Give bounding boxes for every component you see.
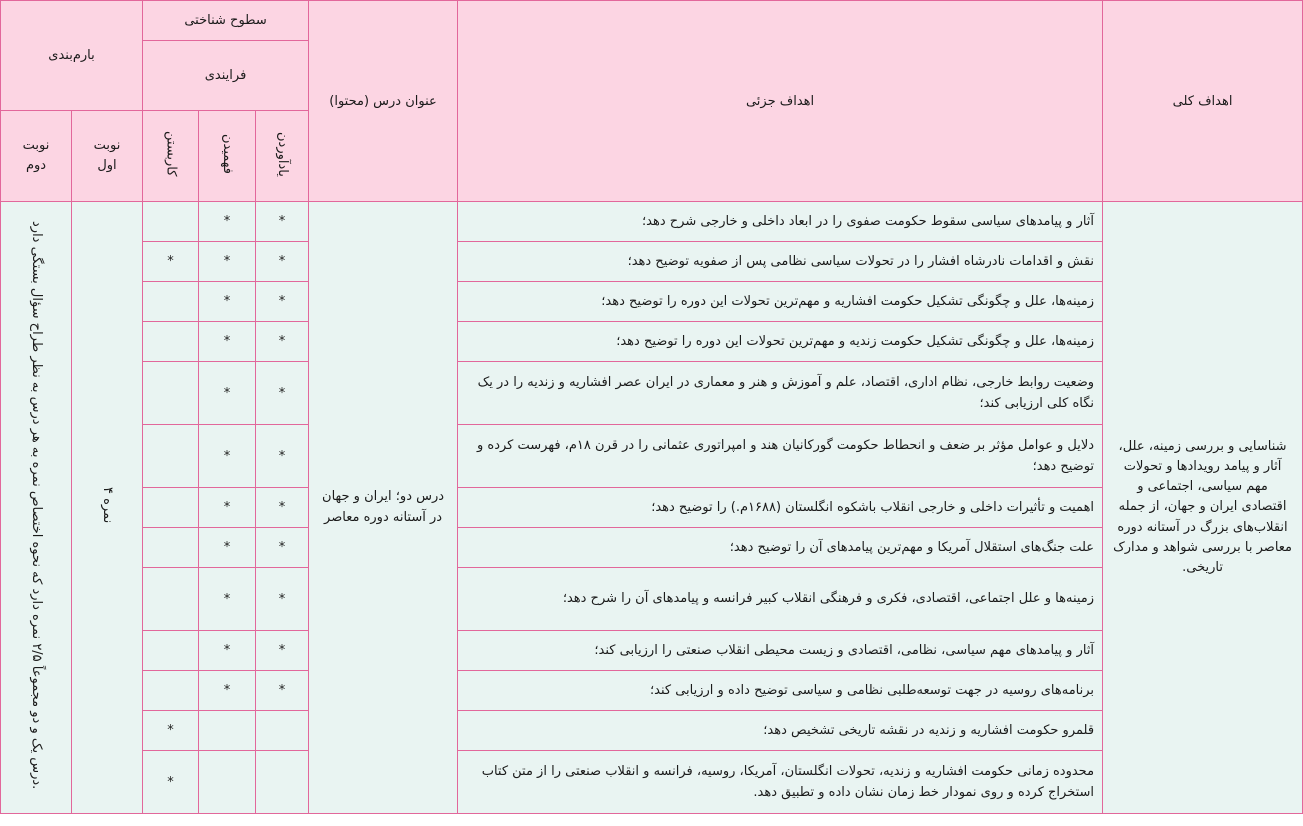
lesson-title-header: عنوان درس (محتوا): [309, 1, 458, 202]
apply-mark-cell: [143, 362, 199, 425]
partial-objective: زمینه‌ها و علل اجتماعی، اقتصادی، فکری و فرهنگی انقلاب کبیر فرانسه و پیامدهای آن را شرح دهد؛: [458, 568, 1103, 631]
apply-mark: *: [167, 254, 174, 269]
partial-objective: آثار و پیامدهای مهم سیاسی، نظامی، اقتصادی و زیست محیطی انقلاب صنعتی را ارزیابی کند؛: [458, 631, 1103, 671]
second-term-note-cell: [1, 202, 72, 814]
table-row: [1, 202, 1303, 242]
table-body: [1, 202, 1303, 814]
remember-mark-cell: [256, 671, 309, 711]
first-term-label: نوبت اول: [93, 137, 121, 173]
remember-mark: *: [278, 254, 286, 269]
first-term-score-cell: [72, 202, 143, 814]
partial-objective: قلمرو حکومت افشاریه و زندیه در نقشه تاریخی تشخیص دهد؛: [458, 711, 1103, 751]
remember-mark-cell: [256, 282, 309, 322]
partial-objective: زمینه‌ها، علل و چگونگی تشکیل حکومت زندیه و مهم‌ترین تحولات این دوره را توضیح دهد؛: [458, 322, 1103, 362]
second-term-header: [1, 111, 72, 202]
apply-mark: *: [167, 723, 174, 738]
remember-mark-cell: [256, 528, 309, 568]
partial-objective: محدوده زمانی حکومت افشاریه و زندیه، تحولات انگلستان، آمریکا، روسیه، فرانسه و انقلاب صنعتی را از متن کتاب استخراج کرده و روی نمودار خط زمان نشان داده و تطبیق دهد.: [458, 751, 1103, 814]
apply-mark-cell: [143, 282, 199, 322]
remember-mark-cell: [256, 631, 309, 671]
remember-mark-cell: [256, 711, 309, 751]
remember-mark: *: [278, 591, 286, 607]
understand-mark-cell: [199, 242, 256, 282]
understand-mark: *: [223, 643, 231, 658]
understand-mark-cell: [199, 631, 256, 671]
second-term-note: درس یک و دو مجموعاً ۲/۵ نمره دارد که نحوه اختصاص نمره به هر درس به نظر طراح سؤال بستگی دارد.: [28, 221, 44, 790]
understand-mark: *: [223, 448, 231, 464]
remembering-label: یادآوردن: [274, 131, 290, 177]
apply-mark-cell: [143, 631, 199, 671]
remember-mark: *: [278, 214, 286, 229]
remember-mark: *: [278, 334, 286, 349]
apply-mark: *: [167, 774, 174, 790]
apply-mark-cell: [143, 322, 199, 362]
understanding-label: فهمیدن: [219, 133, 235, 174]
apply-mark-cell: [143, 671, 199, 711]
first-term-header: [72, 111, 143, 202]
partial-objective: نقش و اقدامات نادرشاه افشار را در تحولات سیاسی نظامی پس از صفویه توضیح دهد؛: [458, 242, 1103, 282]
understand-mark: *: [223, 500, 231, 515]
remember-mark-cell: [256, 202, 309, 242]
understand-mark: *: [223, 683, 231, 698]
understand-mark-cell: [199, 711, 256, 751]
understand-mark: *: [223, 214, 231, 229]
first-term-score: ۴ نمره: [99, 487, 115, 524]
apply-mark-cell: [143, 528, 199, 568]
understand-mark-cell: [199, 528, 256, 568]
apply-mark-cell: [143, 711, 199, 751]
understand-mark-cell: [199, 751, 256, 814]
understand-mark-cell: [199, 202, 256, 242]
apply-mark-cell: [143, 242, 199, 282]
understand-mark-cell: [199, 425, 256, 488]
partial-objective: دلایل و عوامل مؤثر بر ضعف و انحطاط حکومت گورکانیان هند و امپراتوری عثمانی را در قرن ۱۸م، فهرست کرده و توضیح دهد؛: [458, 425, 1103, 488]
partial-objective: آثار و پیامدهای سیاسی سقوط حکومت صفوی را در ابعاد داخلی و خارجی شرح دهد؛: [458, 202, 1103, 242]
partial-objective: علت جنگ‌های استقلال آمریکا و مهم‌ترین پیامدهای آن را توضیح دهد؛: [458, 528, 1103, 568]
apply-mark-cell: [143, 568, 199, 631]
partial-objectives-header: اهداف جزئی: [458, 1, 1103, 202]
understand-mark-cell: [199, 362, 256, 425]
apply-mark-cell: [143, 425, 199, 488]
remember-mark-cell: [256, 568, 309, 631]
understand-mark-cell: [199, 568, 256, 631]
understand-mark-cell: [199, 488, 256, 528]
lesson-title: درس دو؛ ایران و جهان در آستانه دوره معاصر: [322, 489, 445, 525]
remember-mark-cell: [256, 751, 309, 814]
process-header: فرایندی: [143, 41, 309, 111]
partial-objective: وضعیت روابط خارجی، نظام اداری، اقتصاد، علم و آموزش و هنر و معماری در ایران عصر افشاریه و زندیه را در یک نگاه کلی ارزیابی کند؛: [458, 362, 1103, 425]
remember-mark-cell: [256, 425, 309, 488]
remember-mark: *: [278, 448, 286, 464]
understanding-header: [199, 111, 256, 202]
remember-mark-cell: [256, 322, 309, 362]
apply-mark-cell: [143, 751, 199, 814]
remember-mark: *: [278, 385, 286, 401]
general-objectives-header: اهداف کلی: [1103, 1, 1303, 202]
understand-mark: *: [223, 254, 231, 269]
understand-mark-cell: [199, 671, 256, 711]
general-objective-cell: [1103, 202, 1303, 814]
applying-label: کاربستن: [163, 131, 179, 177]
remember-mark: *: [278, 643, 286, 658]
understand-mark: *: [223, 540, 231, 555]
understand-mark: *: [223, 385, 231, 401]
remembering-header: [256, 111, 309, 202]
remember-mark: *: [278, 683, 286, 698]
remember-mark: *: [278, 294, 286, 309]
lesson-title-cell: [309, 202, 458, 814]
remember-mark-cell: [256, 488, 309, 528]
remember-mark: *: [278, 540, 286, 555]
score-distribution-header: بارم‌بندی: [1, 1, 143, 111]
remember-mark-cell: [256, 362, 309, 425]
apply-mark-cell: [143, 202, 199, 242]
second-term-label: نوبت دوم: [22, 137, 50, 173]
partial-objective: برنامه‌های روسیه در جهت توسعه‌طلبی نظامی و سیاسی توضیح داده و ارزیابی کند؛: [458, 671, 1103, 711]
understand-mark: *: [223, 591, 231, 607]
remember-mark: *: [278, 500, 286, 515]
remember-mark-cell: [256, 242, 309, 282]
understand-mark-cell: [199, 322, 256, 362]
apply-mark-cell: [143, 488, 199, 528]
general-objective: شناسایی و بررسی زمینه، علل، آثار و پیامد رویدادها و تحولات مهم سیاسی، اجتماعی و اقتصادی ایران و جهان، از جمله انقلاب‌های بزرگ در آستانه دوره معاصر با بررسی شواهد و مدارک تاریخی.: [1113, 439, 1293, 575]
understand-mark: *: [223, 334, 231, 349]
understand-mark-cell: [199, 282, 256, 322]
applying-header: [143, 111, 199, 202]
partial-objective: اهمیت و تأثیرات داخلی و خارجی انقلاب باشکوه انگلستان (۱۶۸۸م.) را توضیح دهد؛: [458, 488, 1103, 528]
partial-objective: زمینه‌ها، علل و چگونگی تشکیل حکومت افشاریه و مهم‌ترین تحولات این دوره را توضیح دهد؛: [458, 282, 1103, 322]
understand-mark: *: [223, 294, 231, 309]
cognitive-levels-header: سطوح شناختی: [143, 1, 309, 41]
